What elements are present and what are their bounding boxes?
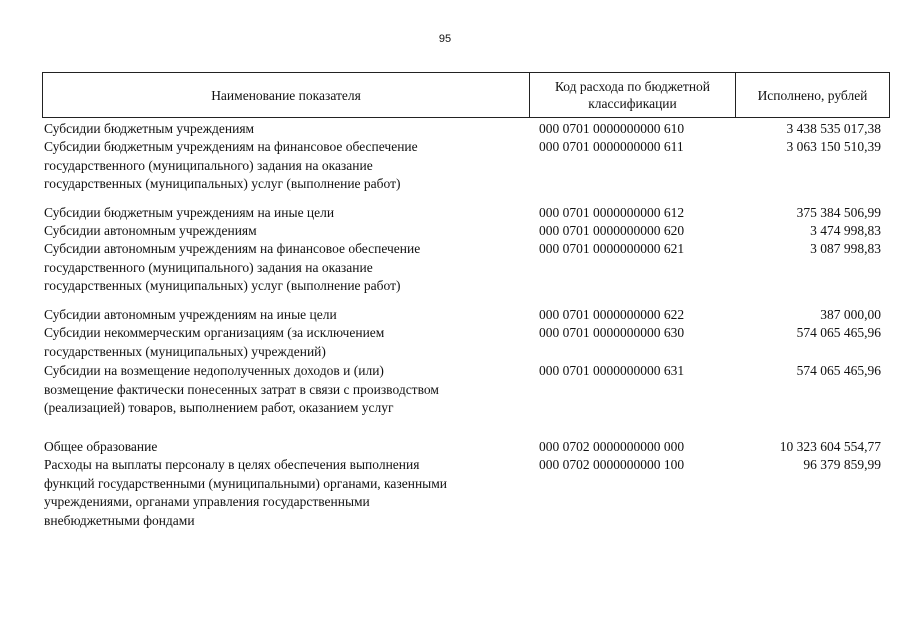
row-name-line: государственного (муниципального) задания на оказание <box>44 157 373 173</box>
row-name-line: возмещение фактически понесенных затрат в связи с производством <box>44 381 439 397</box>
row-name <box>44 240 514 296</box>
row-name-line: функций государственными (муниципальными) органами, казенными <box>44 475 448 491</box>
row-name-line: государственных (муниципальных) учреждений) <box>44 343 326 359</box>
header-name: Наименование показателя <box>211 87 361 103</box>
row-name-line: Субсидии на возмещение недополученных доходов и (или) <box>44 363 384 378</box>
row-name-line: Субсидии бюджетным учреждениям на иные цели <box>44 205 335 220</box>
row-name <box>44 204 514 223</box>
row-code: 000 0702 0000000000 100 <box>539 457 685 472</box>
page-number: 95 <box>438 33 452 45</box>
row-name <box>44 324 514 361</box>
row-name <box>44 222 514 241</box>
row-code: 000 0702 0000000000 000 <box>539 439 685 454</box>
row-name-line: Субсидии автономным учреждениям на финансовое обеспечение <box>44 241 421 256</box>
row-name-line: Субсидии бюджетным учреждениям на финансовое обеспечение <box>44 139 418 154</box>
row-sum: 574 065 465,96 <box>796 325 881 340</box>
row-name <box>44 456 514 530</box>
row-sum: 387 000,00 <box>820 307 881 322</box>
row-name-line: Субсидии автономным учреждениям <box>44 223 257 238</box>
budget-table <box>42 72 890 528</box>
row-name-line: внебюджетными фондами <box>44 512 195 528</box>
row-code: 000 0701 0000000000 612 <box>539 205 685 220</box>
row-sum: 96 379 859,99 <box>803 457 881 472</box>
row-name-line: (реализацией) товаров, выполнением работ, оказанием услуг <box>44 400 394 415</box>
row-name <box>44 120 514 139</box>
row-name <box>44 306 514 325</box>
row-name <box>44 438 514 457</box>
table-header <box>42 72 890 118</box>
row-name-line: Расходы на выплаты персоналу в целях обеспечения выполнения <box>44 457 420 472</box>
row-sum: 3 438 535 017,38 <box>786 121 881 136</box>
row-name <box>44 138 514 194</box>
row-name-line: Субсидии некоммерческим организациям (за исключением <box>44 325 385 340</box>
row-code: 000 0701 0000000000 631 <box>539 363 685 378</box>
row-name-line: Субсидии автономным учреждениям на иные цели <box>44 307 337 322</box>
row-code: 000 0701 0000000000 610 <box>539 121 685 136</box>
row-sum: 574 065 465,96 <box>796 363 881 378</box>
row-code: 000 0701 0000000000 611 <box>539 139 684 154</box>
row-name <box>44 362 514 418</box>
header-sum: Исполнено, рублей <box>757 87 868 103</box>
header-code: Код расхода по бюджетной классификации <box>529 73 736 117</box>
row-name-line: государственных (муниципальных) услуг (выполнение работ) <box>44 278 401 293</box>
row-code: 000 0701 0000000000 620 <box>539 223 685 238</box>
row-code: 000 0701 0000000000 622 <box>539 307 685 322</box>
row-sum: 375 384 506,99 <box>796 205 881 220</box>
row-name-line: Общее образование <box>44 439 158 454</box>
row-name-line: государственных (муниципальных) услуг (выполнение работ) <box>44 176 401 191</box>
row-code: 000 0701 0000000000 621 <box>539 241 685 256</box>
row-sum: 3 474 998,83 <box>810 223 881 238</box>
row-sum: 3 063 150 510,39 <box>786 139 881 154</box>
row-code: 000 0701 0000000000 630 <box>539 325 685 340</box>
row-sum: 3 087 998,83 <box>810 241 881 256</box>
row-name-line: государственного (муниципального) задания на оказание <box>44 259 373 275</box>
row-name-line: Субсидии бюджетным учреждениям <box>44 121 255 136</box>
row-name-line: учреждениями, органами управления государственными <box>44 494 370 509</box>
row-sum: 10 323 604 554,77 <box>779 439 881 454</box>
